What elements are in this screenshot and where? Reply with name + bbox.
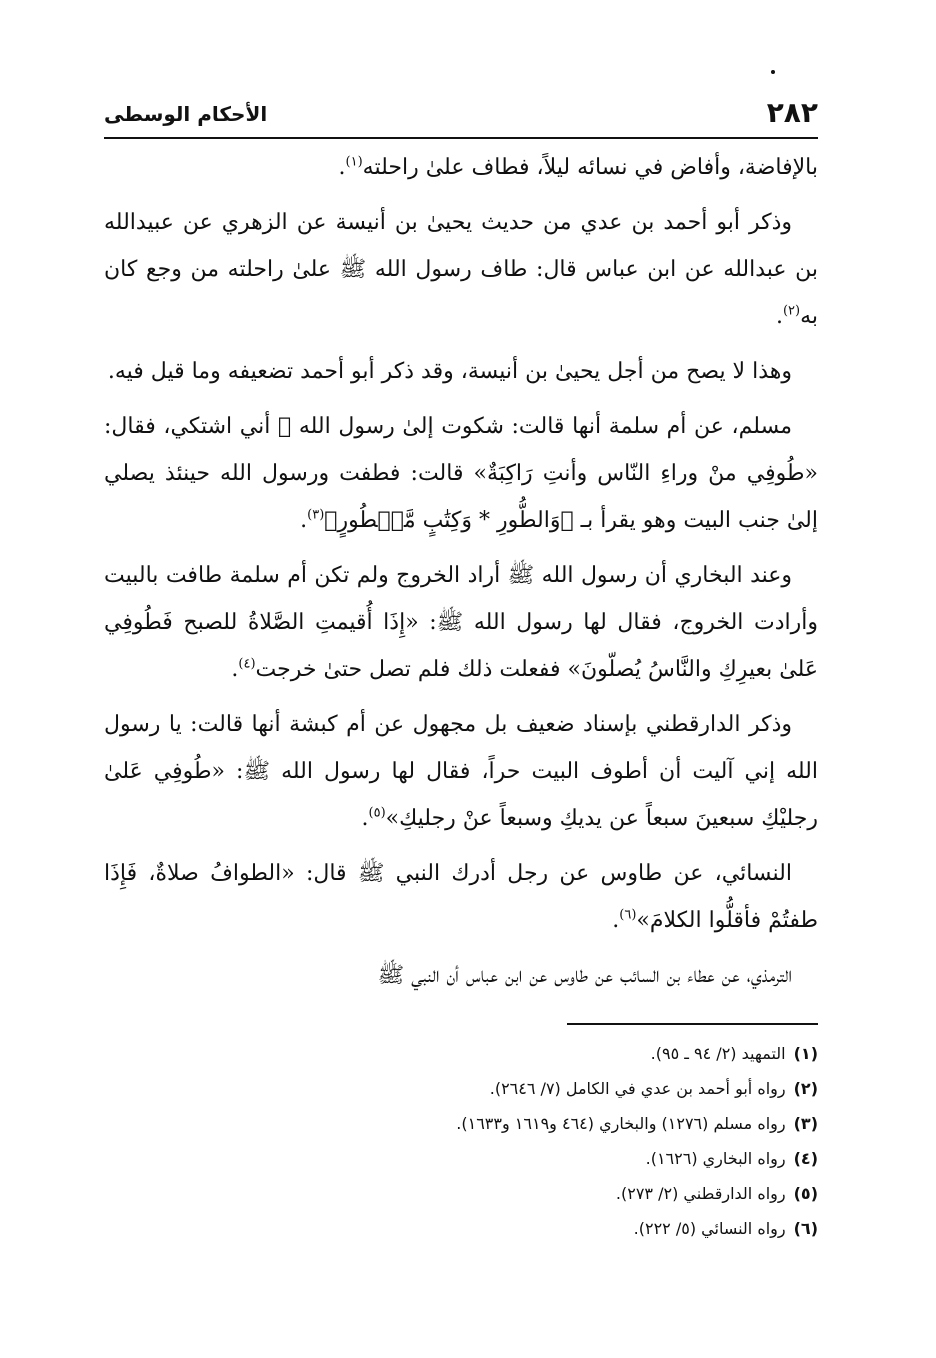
paragraph-text: النسائي، عن طاوس عن رجل أدرك النبي ﷺ قال: «الطوافُ صلاةٌ، فَإِذَا طفتُمْ فأقلُّوا الكلامَ» [104,861,818,933]
paragraph [104,552,818,693]
footnote-item [104,1036,818,1071]
running-title: الأحكام الوسطى [104,102,268,126]
paragraph-tail: . [361,806,369,831]
page-header [104,96,818,136]
footnote-ref[interactable]: (١) [345,154,363,170]
footnote-item [104,1211,818,1246]
paragraph-tail: . [775,304,783,329]
paragraph-text: بالإفاضة، وأفاض في نسائه ليلاً، فطاف علىٰ راحلته [362,155,818,180]
paragraph [104,144,818,191]
paragraph-text: الترمذي، عن عطاء بن السائب عن طاوس عن ابن عباس أن النبي ﷺ [377,963,792,988]
paragraph [104,850,818,944]
footnote-item [104,1141,818,1176]
footnote-number: (٣) [793,1114,818,1133]
footnote-ref[interactable]: (٢) [782,303,801,319]
footnote-ref[interactable]: (٥) [368,805,386,821]
footnotes [104,1036,818,1246]
footnote-item [104,1071,818,1106]
paragraph-tail: . [338,155,346,180]
footnote-number: (٥) [793,1184,818,1203]
paragraph-tail: . [231,657,239,682]
footnote-number: (٦) [793,1219,818,1238]
footnote-item [104,1176,818,1211]
footnote-separator [567,1023,818,1025]
footnote-number: (١) [793,1044,818,1063]
paragraph-text: وذكر الدارقطني بإسناد ضعيف بل مجهول عن أم كبشة أنها قالت: يا رسول الله إني آليت أن أطوف البيت حراً، فقال لها رسول الله ﷺ: «طُوفِي عَلىٰ رجليْكِ سبعينَ سبعاً عن يديكِ وسبعاً عنْ رجليكِ» [104,712,818,831]
paragraph [104,403,818,544]
body-text [104,144,818,1007]
footnote-text: التمهيد (٢/ ٩٤ ـ ٩٥). [650,1044,786,1063]
header-rule [104,137,818,139]
paragraph-text: مسلم، عن أم سلمة أنها قالت: شكوت إلىٰ رسول الله ﷺ أني اشتكي، فقال: «طُوفِي منْ وراءِ النّاس وأنتِ رَاكِبَةٌ» قالت: فطفت ورسول الله حينئذ يصلي إلىٰ جنب البيت وهو يقرأ بـ ﴿وَالطُّورِ * وَكِتَٰبٍ مَّسۡطُورٍ﴾ [104,414,818,533]
paragraph-tail: . [612,908,620,933]
footnote-text: رواه البخاري (١٦٢٦). [645,1149,786,1168]
footnote-text: رواه الدارقطني (٢/ ٢٧٣). [615,1184,786,1203]
footnote-ref[interactable]: (٦) [619,907,637,923]
paragraph-text: وعند البخاري أن رسول الله ﷺ أراد الخروج ولم تكن أم سلمة طافت بالبيت وأرادت الخروج، فقال لها رسول الله ﷺ: «إِذَا أُقيمتِ الصَّلاةُ للصبح فَطُوفِي عَلىٰ بعيرِكِ والنَّاسُ يُصلّونَ» ففعلت ذلك فلم تصل حتىٰ خرجت [104,563,818,682]
footnote-text: رواه أبو أحمد بن عدي في الكامل (٧/ ٢٦٤٦). [489,1079,786,1098]
ink-dot [771,70,775,74]
paragraph [104,348,818,395]
paragraph-tail: . [300,508,308,533]
paragraph [104,952,818,999]
footnote-number: (٤) [793,1149,818,1168]
footnote-text: رواه النسائي (٥/ ٢٢٢). [633,1219,786,1238]
footnote-item [104,1106,818,1141]
paragraph-text: وهذا لا يصح من أجل يحيىٰ بن أنيسة، وقد ذكر أبو أحمد تضعيفه وما قيل فيه. [107,359,792,384]
footnote-ref[interactable]: (٤) [238,656,256,672]
paragraph [104,199,818,340]
paragraph-text: وذكر أبو أحمد بن عدي من حديث يحيىٰ بن أنيسة عن الزهري عن عبيدالله بن عبدالله عن ابن عباس قال: طاف رسول الله ﷺ علىٰ راحلته من وجع كان به [104,210,818,329]
footnote-number: (٢) [793,1079,818,1098]
footnote-ref[interactable]: (٣) [307,507,325,523]
page-number: ٢٨٢ [766,96,818,129]
paragraph [104,701,818,842]
footnote-text: رواه مسلم (١٢٧٦) والبخاري (٤٦٤ و١٦١٩ و١٦٣٣). [456,1114,786,1133]
